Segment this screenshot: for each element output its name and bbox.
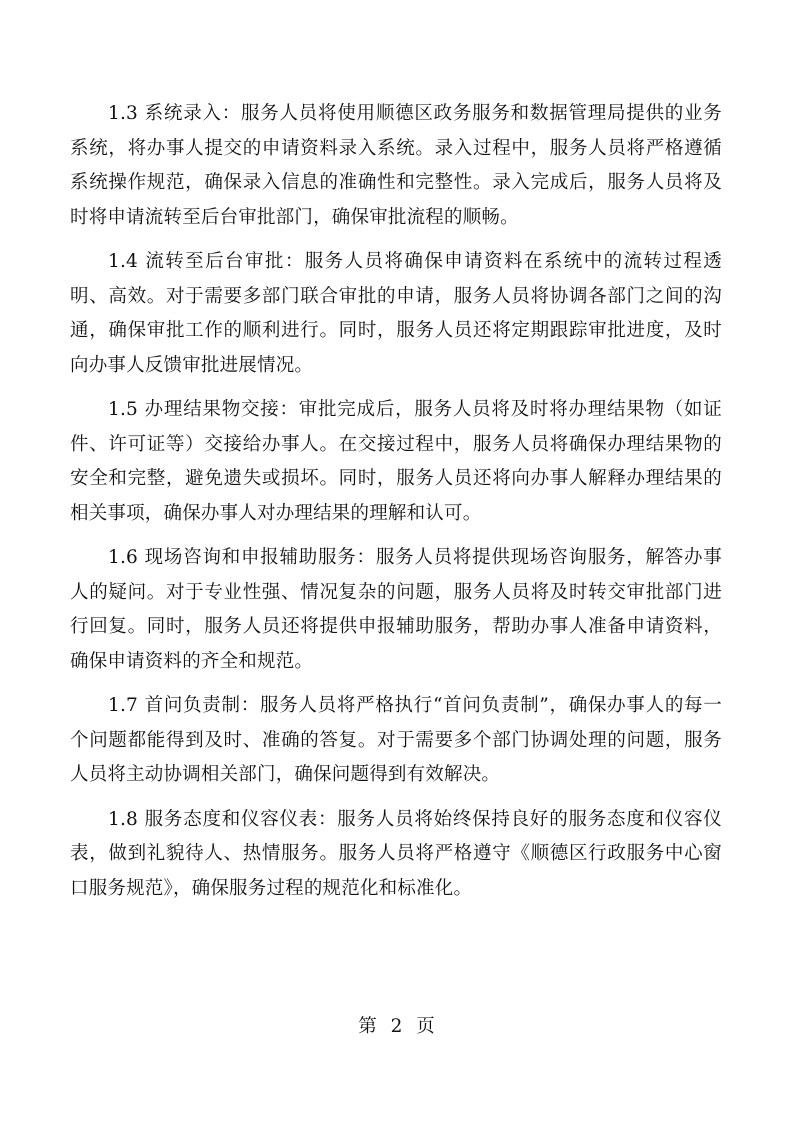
page-footer: [0, 1013, 793, 1041]
paragraph-1-6: 1.6 现场咨询和申报辅助服务：服务人员将提供现场咨询服务，解答办事人的疑问。对于专业性强、情况复杂的问题，服务人员将及时转交审批部门进行回复。同时，服务人员还将提供申报辅助服务，帮助办事人准备申请资料，确保申请资料的齐全和规范。: [70, 547, 722, 672]
page-number-suffix: 页: [416, 1016, 435, 1037]
paragraph-1-4: 1.4 流转至后台审批：服务人员将确保申请资料在系统中的流转过程透明、高效。对于需要多部门联合审批的申请，服务人员将协调各部门之间的沟通，确保审批工作的顺利进行。同时，服务人员还将定期跟踪审批进度，及时向办事人反馈审批进展情况。: [70, 251, 722, 376]
paragraph-1-7: 1.7 首问负责制：服务人员将严格执行“首问负责制”，确保办事人的每一个问题都能得到及时、准确的答复。对于需要多个部门协调处理的问题，服务人员将主动协调相关部门，确保问题得到有效解决。: [70, 695, 722, 785]
page-number-prefix: 第: [358, 1016, 377, 1037]
paragraph-1-5: 1.5 办理结果物交接：审批完成后，服务人员将及时将办理结果物（如证件、许可证等）交接给办事人。在交接过程中，服务人员将确保办理结果物的安全和完整，避免遗失或损坏。同时，服务人员还将向办事人解释办理结果的相关事项，确保办事人对办理结果的理解和认可。: [70, 399, 722, 524]
document-body: [70, 97, 722, 916]
paragraph-1-8: 1.8 服务态度和仪容仪表：服务人员将始终保持良好的服务态度和仪容仪表，做到礼貌待人、热情服务。服务人员将严格遵守《顺德区行政服务中心窗口服务规范》，确保服务过程的规范化和标准化。: [70, 808, 722, 899]
page-number: 2: [390, 1016, 403, 1037]
paragraph-1-3: 1.3 系统录入：服务人员将使用顺德区政务服务和数据管理局提供的业务系统，将办事人提交的申请资料录入系统。录入过程中，服务人员将严格遵循系统操作规范，确保录入信息的准确性和完整性。录入完成后，服务人员将及时将申请流转至后台审批部门，确保审批流程的顺畅。: [70, 103, 722, 228]
